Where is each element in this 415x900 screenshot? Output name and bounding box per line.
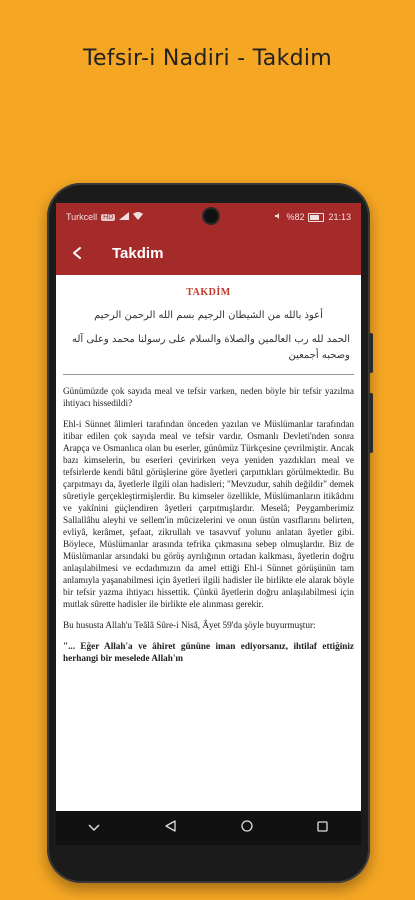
document-heading: TAKDİM [186, 287, 231, 298]
mute-icon [274, 212, 282, 222]
back-arrow-icon[interactable] [64, 231, 92, 275]
phone-frame [47, 183, 370, 883]
clock: 21:13 [328, 212, 351, 222]
divider [63, 374, 354, 375]
paragraph-reference: Bu hususta Allah'u Teâlâ Sûre-i Nisâ, Âyet 59'da şöyle buyurmuştur: [63, 620, 316, 630]
battery-icon [308, 213, 324, 222]
paragraph-quote: "... Eğer Allah'a ve âhiret gününe iman ediyorsanız, ihtilaf ettiğiniz herhangi bir meselede Allah'ın [63, 641, 354, 663]
triangle-back-icon [165, 819, 176, 837]
nav-home-button[interactable] [227, 811, 267, 845]
front-camera [204, 209, 218, 223]
arabic-hamdala: الحمد لله رب العالمين والصلاة والسلام على رسولنا محمد وعلى آله وصحبه أجمعين [71, 334, 350, 361]
chevron-down-icon [88, 819, 100, 837]
arabic-basmala: أعوذ بالله من الشيطان الرجيم بسم الله الرحمن الرحيم [94, 310, 323, 321]
app-bar [56, 231, 361, 275]
signal-icon [119, 212, 129, 222]
phone-screen [56, 203, 361, 845]
paragraph-body: Ehl-i Sünnet âlimleri tarafından önceden yazılan ve Müslümanlar tarafından itibar edilen çok sayıda meal ve tefsir vardır. Osmanlı Devleti'nden sonra Arapça ve Osmanlıca olan bu eserler, günümüz Türkçesine çevrilmiştir. Ancak bazı kimselerin, bu eserleri çevirirken veya yeniden yazdıkları meal ve tefsirlerde kendi bâtıl görüşlerine göre âyetleri çarpıttıkları görülmektedir. Bu çarpıtmayı da, âyetlerle ilgili olan hadisleri; "Mevzudur, sahih değildir" demek sûretiyle gerçekleştirmişlerdir. Bu kimseler özellikle, Müslümanların itikâdını ve yakînini güçlendiren âyetleri çarpıtmışlardır. Meselâ; Peygamberimiz Sallallâhu aleyhi ve sellem'in mûcizelerini ve onun üstün vasıflarını belirten, evliyâ, kerâmet, şefaat, zikrullah ve tasavvuf yolunu anlatan âyetler gibi. Böylece, Müslümanlar arasında tefrika çıkmasına sebep olmuşlardır. Biz de Müslümanlar arsındaki bu görüş ayrılığının ortadan kalkması, âyetlerin doğru anlaşılabilmesi ve ecdadımızın da amel ettiği Ehl-i Sünnet görüşünün tam anlamıyla yaşanabilmesi için âyetleri ilgili hadisler ile birlikte ele alarak böyle bir tefsir yazma ihtiyacı hissettik. Çünkü âyetlerin doğru anlaşılabilmesi için mutlak sûrette hadisler ile birlikte ele alınması gerekir. [63, 419, 354, 609]
volume-button [369, 333, 373, 373]
page-title: Takdim [112, 244, 164, 262]
circle-home-icon [241, 819, 253, 837]
wifi-icon [133, 212, 143, 222]
document-content[interactable] [56, 275, 361, 811]
square-recents-icon [317, 819, 328, 837]
power-button [369, 393, 373, 453]
navigation-bar [56, 811, 361, 845]
battery-percent: %82 [286, 212, 305, 222]
carrier-label: Turkcell [66, 212, 98, 222]
nav-recents-button[interactable] [303, 811, 343, 845]
status-bar [56, 203, 361, 231]
promo-title: Tefsir-i Nadiri - Takdim [82, 46, 333, 71]
nav-hide-button[interactable] [74, 811, 114, 845]
paragraph-question: Günümüzde çok sayıda meal ve tefsir varken, neden böyle bir tefsir yazılma ihtiyacı hissedildi? [63, 386, 354, 408]
hd-badge: HD [103, 213, 114, 221]
nav-back-button[interactable] [150, 811, 190, 845]
